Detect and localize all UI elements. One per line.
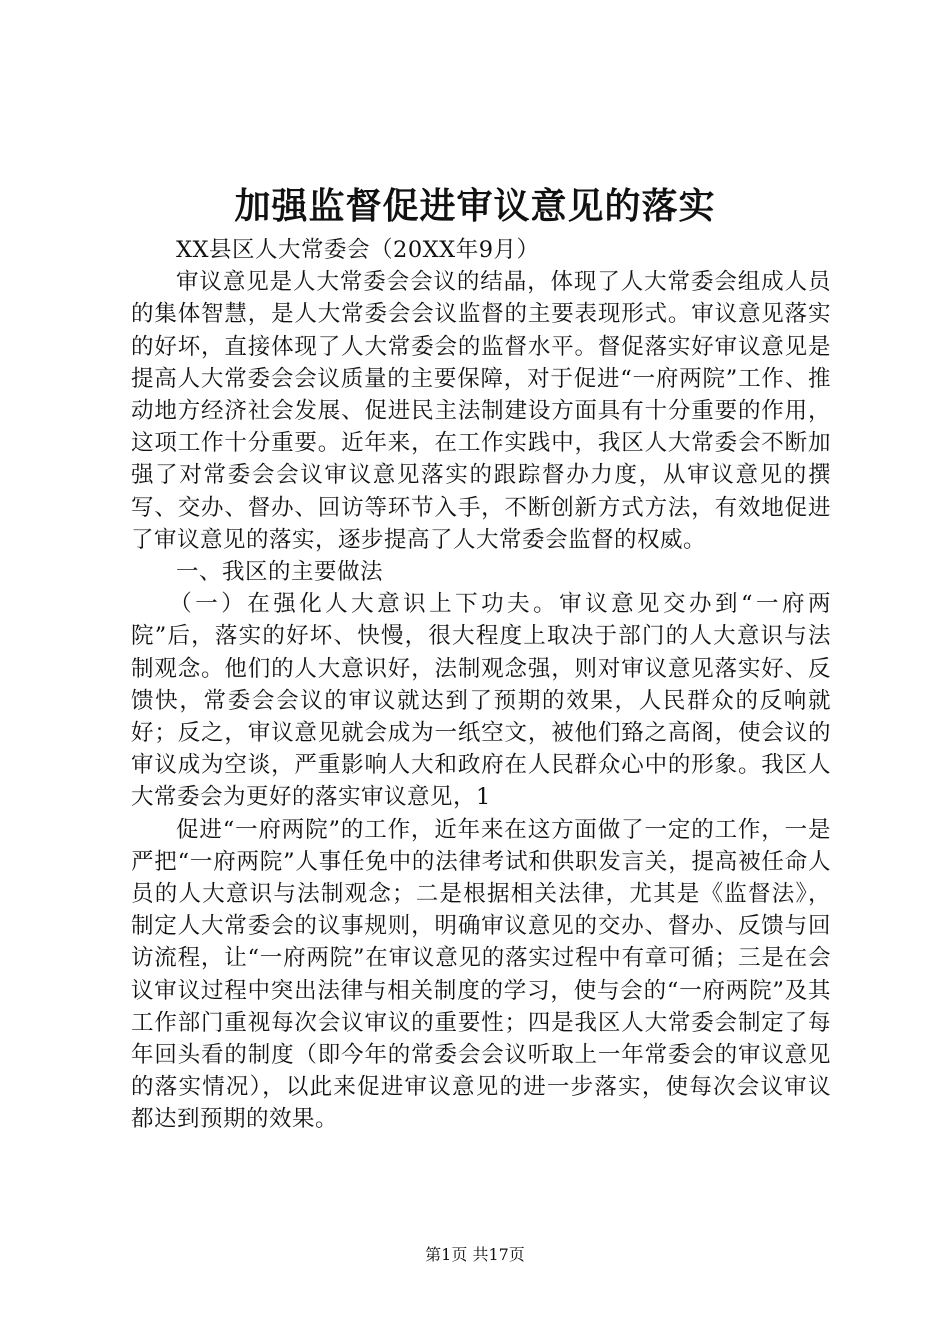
document-title: 加强监督促进审议意见的落实 (234, 185, 716, 227)
author-line: XX县区人大常委会（20XX年9月） (176, 237, 540, 263)
paragraph-1: 审议意见是人大常委会会议的结晶，体现了人大常委会组成人员的集体智慧，是人大常委会会议监督的主要表现形式。审议意见落实的好坏，直接体现了人大常委会的监督水平。督促落实好审议意见是提高人大常委会会议质量的主要保障，对于促进“一府两院”工作、推动地方经济社会发展、促进民主法制建设方面具有十分重要的作用，这项工作十分重要。近年来，在工作实践中，我区人大常委会不断加强了对常委会会议审议意见落实的跟踪督办力度，从审议意见的撰写、交办、督办、回访等环节入手，不断创新方式方法，有效地促进了审议意见的落实，逐步提高了人大常委会监督的权威。 (131, 269, 831, 553)
section-heading: 一、我区的主要做法 (176, 559, 384, 586)
paragraph-2: （一）在强化人大意识上下功夫。审议意见交办到“一府两院”后，落实的好坏、快慢，很大程度上取决于部门的人大意识与法制观念。他们的人大意识好，法制观念强，则对审议意见落实好、反馈快，常委会会议的审议就达到了预期的效果，人民群众的反响就好；反之，审议意见就会成为一纸空文，被他们臵之高阁，使会议的审议成为空谈，严重影响人大和政府在人民群众心中的形象。我区人大常委会为更好的落实审议意见，1 (131, 591, 831, 811)
paragraph-3: 促进“一府两院”的工作，近年来在这方面做了一定的工作，一是严把“一府两院”人事任免中的法律考试和供职发言关，提高被任命人员的人大意识与法制观念；二是根据相关法律，尤其是《监督法》，制定人大常委会的议事规则，明确审议意见的交办、督办、反馈与回访流程，让“一府两院”在审议意见的落实过程中有章可循；三是在会议审议过程中突出法律与相关制度的学习，使与会的“一府两院”及其工作部门重视每次会议审议的重要性；四是我区人大常委会制定了每年回头看的制度（即今年的常委会会议听取上一年常委会的审议意见的落实情况），以此来促进审议意见的进一步落实，使每次会议审议都达到预期的效果。 (131, 816, 831, 1133)
page-number: 第1页 共17页 (425, 1245, 525, 1264)
document-body (131, 234, 831, 1136)
page-footer (0, 1244, 950, 1266)
